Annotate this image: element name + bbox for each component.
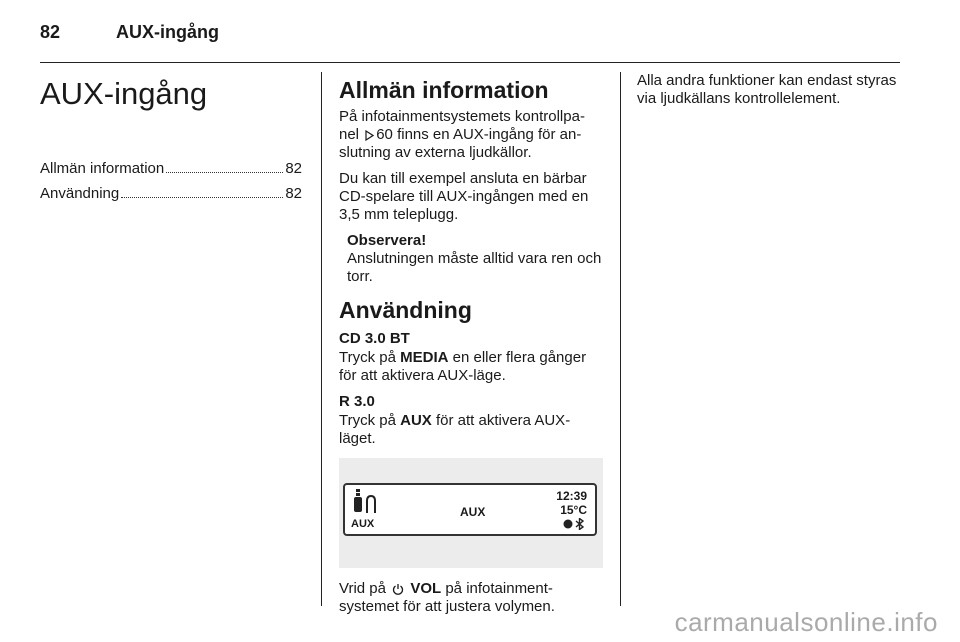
toc-label: Allmän information <box>40 160 165 177</box>
power-knob-icon <box>392 583 404 595</box>
toc-label: Användning <box>40 185 120 202</box>
key-label-vol: VOL <box>410 580 442 597</box>
toc-page: 82 <box>285 185 302 202</box>
text: Tryck på <box>339 412 396 429</box>
section-heading-general: Allmän information <box>339 77 549 103</box>
page-number: 82 <box>40 22 61 42</box>
header-rule <box>40 62 900 63</box>
column-main <box>339 72 603 624</box>
subheading-r30: R 3.0 <box>339 393 375 410</box>
temperature-readout: 15°C <box>560 503 587 517</box>
chapter-title: AUX-ingång <box>40 76 208 111</box>
page-header <box>40 22 219 43</box>
display-screen <box>343 483 597 536</box>
text: på infotainment-systemet för att justera volymen. <box>339 580 555 615</box>
key-label-aux: AUX <box>400 412 432 429</box>
text: för att aktivera AUX-läget. <box>339 412 571 447</box>
text: På infotainmentsystemets kontrollpa-nel <box>339 108 585 143</box>
aux-source-label: AUX <box>351 518 375 530</box>
aux-mode-label: AUX <box>460 505 486 519</box>
column-toc <box>40 72 302 206</box>
subheading-cd: CD 3.0 BT <box>339 330 410 347</box>
display-illustration <box>339 458 603 568</box>
usage-paragraph-r30 <box>339 412 603 448</box>
toc-entry-general[interactable] <box>40 156 302 181</box>
clock-readout: 12:39 <box>556 489 587 503</box>
column-extra <box>637 72 899 116</box>
general-paragraph-1 <box>339 108 603 162</box>
column-divider-2 <box>620 72 621 606</box>
text: Vrid på <box>339 580 386 597</box>
watermark: carmanualsonline.info <box>674 607 938 637</box>
general-paragraph-2: Du kan till exempel ansluta en bärbar CD-spelare till AUX-ingången med en 3,5 mm teleplugg. <box>339 170 589 223</box>
volume-paragraph <box>339 580 603 616</box>
note-title: Observera! <box>347 232 427 249</box>
usage-paragraph-cd <box>339 349 603 385</box>
note-text: Anslutningen måste alltid vara ren och torr. <box>347 250 602 285</box>
toc-entry-usage[interactable] <box>40 181 302 206</box>
table-of-contents <box>40 156 302 206</box>
page-reference[interactable]: 60 <box>376 126 393 143</box>
section-heading-usage: Användning <box>339 297 472 323</box>
key-label-media: MEDIA <box>400 349 449 366</box>
aux-plug-icon <box>353 489 379 517</box>
toc-leader <box>121 197 283 198</box>
text: finns en AUX-ingång för an-slutning av externa ljudkällor. <box>339 126 582 161</box>
text: en eller flera gånger för att aktivera AUX-läge. <box>339 349 587 384</box>
col3-paragraph: Alla andra funktioner kan endast styras via ljudkällans kontrollelement. <box>637 72 897 107</box>
toc-page: 82 <box>285 160 302 177</box>
text: Tryck på <box>339 349 396 366</box>
bluetooth-icon <box>563 518 587 530</box>
note-box <box>347 232 603 286</box>
page-reference-icon <box>365 130 374 141</box>
header-title: AUX-ingång <box>116 22 219 42</box>
toc-leader <box>166 172 283 173</box>
column-divider-1 <box>321 72 322 606</box>
